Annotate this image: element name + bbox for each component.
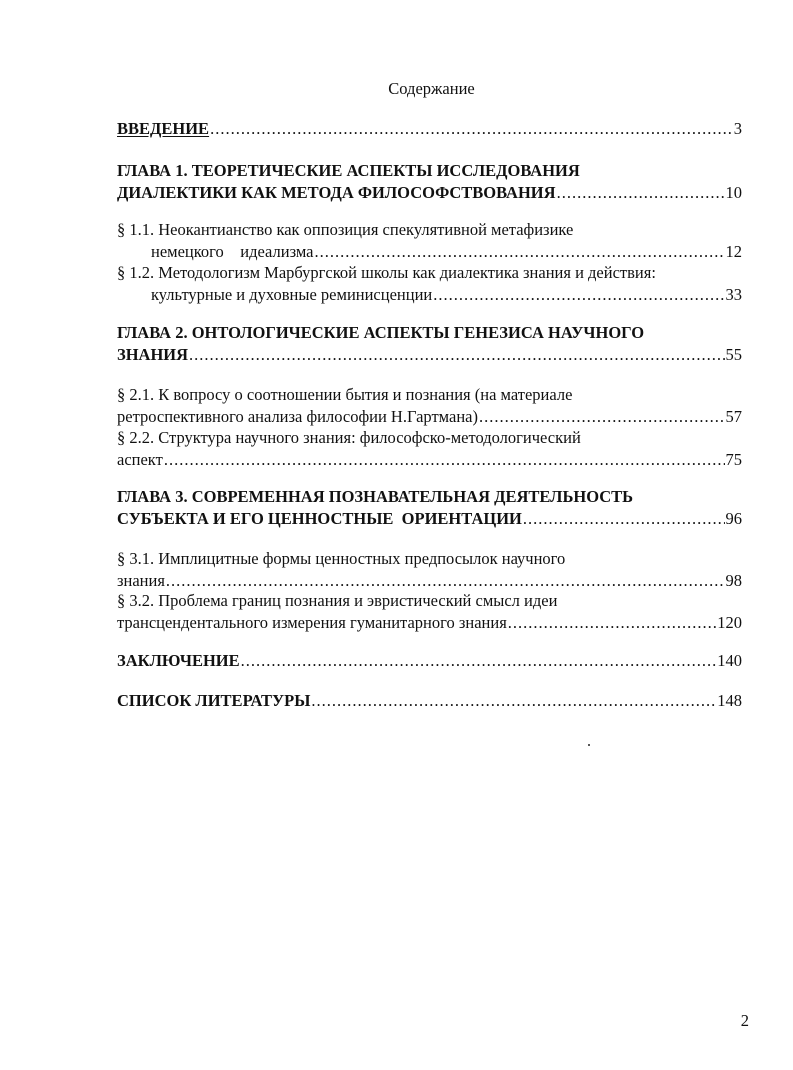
- leader-dots: [479, 406, 725, 428]
- leader-dots: [523, 508, 725, 530]
- page-title: Содержание: [388, 79, 475, 98]
- toc-title-line-2: ЗНАНИЯ: [117, 345, 189, 364]
- page-number: 2: [740, 1011, 749, 1030]
- toc-entry-chapter-3: [117, 486, 742, 530]
- toc-entry-section-2-1: [117, 384, 742, 428]
- toc-title-line-2: знания: [117, 571, 165, 590]
- toc-title-line-1: § 1.1. Неокантианство как оппозиция спекулятивной метафизике: [117, 220, 574, 239]
- toc-title: ВВЕДЕНИЕ: [117, 119, 210, 138]
- toc-page-number: 3: [733, 119, 742, 138]
- toc-title-line-1: § 3.1. Имплицитные формы ценностных предпосылок научного: [117, 549, 566, 568]
- toc-entry-section-3-1: [117, 548, 742, 592]
- leader-dots: [241, 650, 717, 672]
- toc-entry-section-1-1: [117, 219, 742, 263]
- leader-dots: [166, 570, 725, 592]
- toc-title-line-1: § 1.2. Методологизм Марбургской школы как диалектика знания и действия:: [117, 263, 656, 282]
- toc-title-line-2: СУБЪЕКТА И ЕГО ЦЕННОСТНЫЕ ОРИЕНТАЦИИ: [117, 509, 522, 528]
- toc-title-line-2: немецкого идеализма: [151, 242, 314, 261]
- toc-title-line-1: ГЛАВА 1. ТЕОРЕТИЧЕСКИЕ АСПЕКТЫ ИССЛЕДОВАНИЯ: [117, 161, 580, 180]
- toc-title-line-2: ДИАЛЕКТИКИ КАК МЕТОДА ФИЛОСОФСТВОВАНИЯ: [117, 183, 556, 202]
- toc-title-line-2: ретроспективного анализа философии Н.Гартмана): [117, 407, 478, 426]
- toc-title: ЗАКЛЮЧЕНИЕ: [117, 651, 240, 670]
- toc-entry-section-1-2: [117, 262, 742, 306]
- toc-title-line-2: трансцендентального измерения гуманитарного знания: [117, 613, 507, 632]
- toc-page-number: 10: [725, 183, 742, 202]
- leader-dots: [557, 182, 725, 204]
- toc-entry-introduction: [117, 118, 742, 140]
- leader-dots: [210, 118, 733, 140]
- toc-page-number: 140: [717, 651, 742, 670]
- toc-title: СПИСОК ЛИТЕРАТУРЫ: [117, 691, 311, 710]
- toc-page-number: 12: [725, 242, 742, 261]
- toc-title-line-2: культурные и духовные реминисценции: [151, 285, 433, 304]
- leader-dots: [508, 612, 716, 634]
- toc-title-line-1: ГЛАВА 2. ОНТОЛОГИЧЕСКИЕ АСПЕКТЫ ГЕНЕЗИСА НАУЧНОГО: [117, 323, 645, 342]
- toc-entry-chapter-2: [117, 322, 742, 366]
- toc-title-line-2: аспект: [117, 450, 163, 469]
- toc-page-number: 98: [725, 571, 742, 590]
- toc-entry-section-3-2: [117, 590, 742, 634]
- scan-speck: [588, 744, 590, 746]
- toc-title-line-1: ГЛАВА 3. СОВРЕМЕННАЯ ПОЗНАВАТЕЛЬНАЯ ДЕЯТЕЛЬНОСТЬ: [117, 487, 634, 506]
- toc-page-number: 33: [725, 285, 742, 304]
- toc-page-number: 148: [717, 691, 742, 710]
- leader-dots: [433, 284, 724, 306]
- toc-entry-bibliography: [117, 690, 742, 712]
- toc-title-line-1: § 3.2. Проблема границ познания и эвристический смысл идеи: [117, 591, 558, 610]
- toc-page-number: 96: [725, 509, 742, 528]
- toc-entry-conclusion: [117, 650, 742, 672]
- toc-page-number: 55: [725, 345, 742, 364]
- leader-dots: [311, 690, 716, 712]
- leader-dots: [189, 344, 724, 366]
- toc-title-line-1: § 2.2. Структура научного знания: философско-методологический: [117, 428, 581, 447]
- toc-page-number: 75: [725, 450, 742, 469]
- toc-page-number: 120: [717, 613, 742, 632]
- toc-entry-section-2-2: [117, 427, 742, 471]
- toc-entry-chapter-1: [117, 160, 742, 204]
- toc-page-number: 57: [725, 407, 742, 426]
- leader-dots: [164, 449, 725, 471]
- toc-title-line-1: § 2.1. К вопросу о соотношении бытия и познания (на материале: [117, 385, 573, 404]
- leader-dots: [315, 241, 725, 263]
